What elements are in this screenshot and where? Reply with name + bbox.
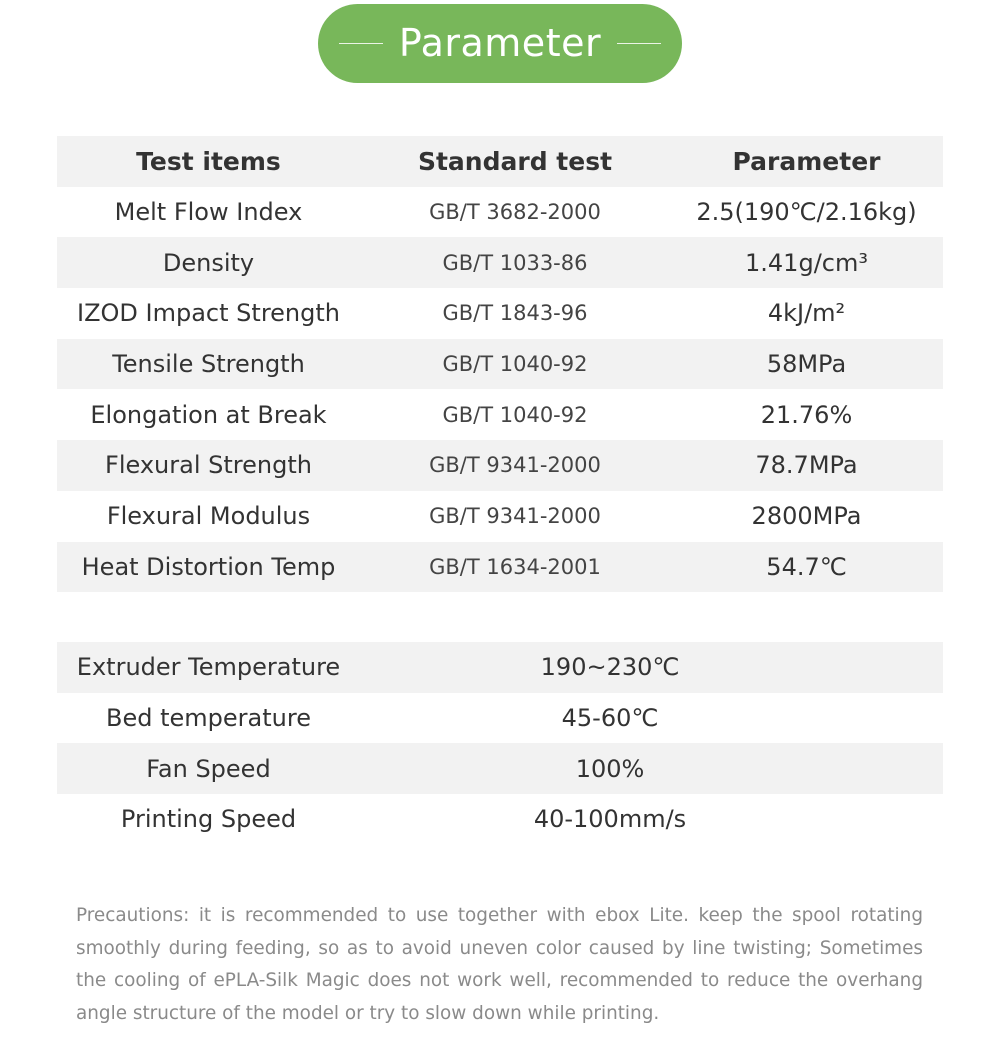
- test-item: Elongation at Break: [90, 400, 327, 429]
- table-row: [57, 440, 943, 491]
- title-left-line: [339, 43, 383, 44]
- parameter-value: 1.41g/cm³: [745, 248, 868, 277]
- table-row: [57, 743, 943, 794]
- setting-value: 45-60℃: [561, 704, 659, 733]
- table-row: [57, 339, 943, 390]
- standard-test: GB/T 1040-92: [442, 352, 588, 377]
- standard-test: GB/T 9341-2000: [429, 453, 601, 478]
- test-item: Tensile Strength: [112, 350, 305, 379]
- standard-test: GB/T 3682-2000: [429, 200, 601, 225]
- printing-settings-table: [57, 642, 943, 845]
- test-item: IZOD Impact Strength: [77, 299, 340, 328]
- table-row: [57, 693, 943, 744]
- table-row: [57, 389, 943, 440]
- test-item: Density: [162, 248, 255, 277]
- test-item: Melt Flow Index: [114, 198, 303, 227]
- standard-test: GB/T 1033-86: [442, 250, 588, 275]
- standard-test: GB/T 9341-2000: [429, 504, 601, 529]
- test-parameters-table: [57, 136, 943, 592]
- test-item: Heat Distortion Temp: [81, 552, 336, 581]
- parameter-value: 54.7℃: [766, 552, 847, 581]
- standard-test: GB/T 1843-96: [442, 301, 588, 326]
- table-row: [57, 288, 943, 339]
- parameter-value: 58MPa: [766, 350, 847, 379]
- parameter-value: 4kJ/m²: [767, 299, 846, 328]
- test-item: Flexural Strength: [105, 451, 312, 480]
- setting-name: Printing Speed: [120, 805, 297, 834]
- title-right-line: [617, 43, 661, 44]
- setting-value: 190~230℃: [540, 653, 680, 682]
- standard-test: GB/T 1634-2001: [429, 554, 601, 579]
- table-row: [57, 491, 943, 542]
- table-row: [57, 542, 943, 593]
- section-title: Parameter: [398, 20, 602, 65]
- table-row: [57, 237, 943, 288]
- setting-name: Extruder Temperature: [76, 653, 341, 682]
- table-row: [57, 187, 943, 238]
- table-row: [57, 642, 943, 693]
- standard-test: GB/T 1040-92: [442, 402, 588, 427]
- test-item: Flexural Modulus: [106, 502, 311, 531]
- parameter-value: 78.7MPa: [755, 451, 858, 480]
- setting-name: Fan Speed: [146, 754, 271, 783]
- header-parameter: Parameter: [732, 146, 881, 176]
- setting-value: 100%: [575, 754, 645, 783]
- header-standard-test: Standard test: [417, 146, 613, 176]
- setting-value: 40-100mm/s: [533, 805, 687, 834]
- table-row: [57, 794, 943, 845]
- section-title-banner: [318, 4, 682, 83]
- precautions-note: Precautions: it is recommended to use together with ebox Lite. keep the spool rotating smoothly during feeding, so as to avoid uneven color caused by line twisting; Sometimes the cooling of ePLA-Silk Magic does not work well, recommended to reduce the overhang angle structure of the model or try to slow down while printing.: [76, 905, 923, 1024]
- setting-name: Bed temperature: [106, 704, 311, 733]
- header-test-items: Test items: [136, 146, 281, 176]
- parameter-value: 2.5(190℃/2.16kg): [696, 198, 917, 227]
- parameter-value: 2800MPa: [751, 502, 862, 531]
- parameter-value: 21.76%: [760, 400, 853, 429]
- table-header-row: [57, 136, 943, 187]
